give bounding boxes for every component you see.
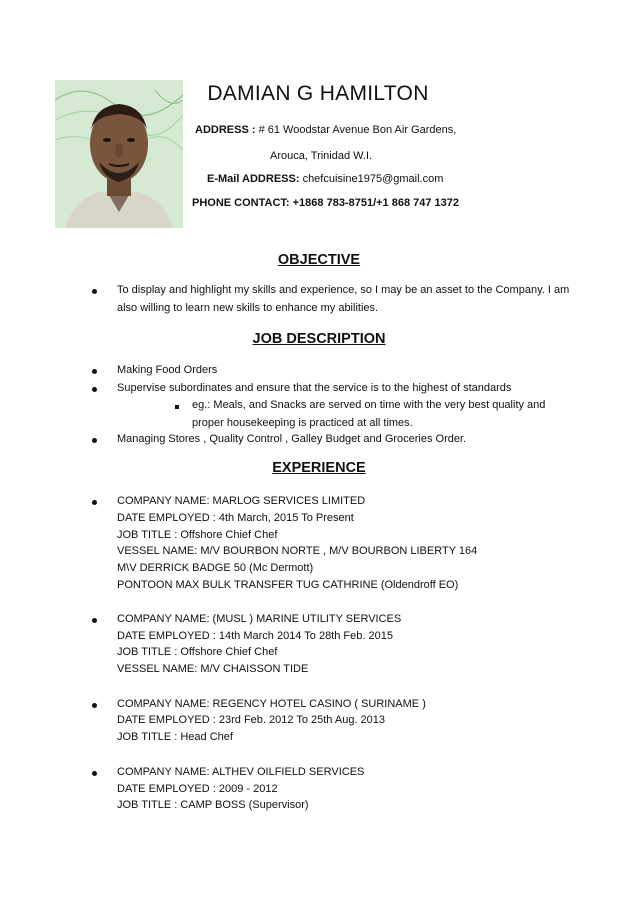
job-desc-sub-text-2: proper housekeeping is practiced at all times. [192, 417, 413, 429]
email-line [207, 173, 443, 185]
job2-vessel: VESSEL NAME: M/V CHAISSON TIDE [117, 663, 309, 675]
job-desc-bullet-1 [92, 363, 97, 379]
candidate-name: DAMIAN G HAMILTON [207, 82, 429, 105]
job3-title: JOB TITLE : Head Chef [117, 731, 233, 743]
job2-date: DATE EMPLOYED : 14th March 2014 To 28th Feb. 2015 [117, 630, 393, 642]
profile-photo [55, 80, 183, 228]
portrait-image [55, 80, 183, 228]
objective-bullet [92, 283, 97, 299]
experience-bullet-2 [92, 612, 97, 628]
job-desc-item-3: Managing Stores , Quality Control , Galley Budget and Groceries Order. [117, 433, 467, 445]
address-value-1: # 61 Woodstar Avenue Bon Air Gardens, [258, 124, 457, 136]
job1-title: JOB TITLE : Offshore Chief Chef [117, 529, 278, 541]
job1-vessel-2: M\V DERRICK BADGE 50 (Mc Dermott) [117, 562, 314, 574]
objective-text-1: To display and highlight my skills and experience, so I may be an asset to the Company. I am [117, 284, 570, 296]
objective-heading: OBJECTIVE [277, 252, 361, 268]
email-value: chefcuisine1975@gmail.com [302, 173, 444, 185]
email-label: E-Mail ADDRESS: [207, 173, 300, 185]
job-desc-sub-bullet [175, 398, 179, 414]
job1-vessel-3: PONTOON MAX BULK TRANSFER TUG CATHRINE (Oldendroff EO) [117, 579, 459, 591]
job4-company: COMPANY NAME: ALTHEV OILFIELD SERVICES [117, 766, 365, 778]
job-desc-bullet-2 [92, 381, 97, 397]
job-desc-item-2: Supervise subordinates and ensure that the service is to the highest of standards [117, 382, 512, 394]
job1-date: DATE EMPLOYED : 4th March, 2015 To Present [117, 512, 354, 524]
job4-date: DATE EMPLOYED : 2009 - 2012 [117, 783, 278, 795]
job-description-heading: JOB DESCRIPTION [252, 331, 386, 347]
job-desc-sub-text-1: eg.: Meals, and Snacks are served on time with the very best quality and [192, 399, 546, 411]
job2-company: COMPANY NAME: (MUSL ) MARINE UTILITY SERVICES [117, 613, 402, 625]
phone-line: PHONE CONTACT: +1868 783-8751/+1 868 747 1372 [192, 197, 460, 209]
experience-bullet-4 [92, 765, 97, 781]
job2-title: JOB TITLE : Offshore Chief Chef [117, 646, 278, 658]
address-line-1 [195, 124, 456, 136]
job4-title: JOB TITLE : CAMP BOSS (Supervisor) [117, 799, 309, 811]
address-label: ADDRESS : [195, 124, 256, 136]
job3-date: DATE EMPLOYED : 23rd Feb. 2012 To 25th Aug. 2013 [117, 714, 386, 726]
job3-company: COMPANY NAME: REGENCY HOTEL CASINO ( SURINAME ) [117, 698, 426, 710]
address-line-2: Arouca, Trinidad W.I. [270, 150, 373, 162]
job1-vessel: VESSEL NAME: M/V BOURBON NORTE , M/V BOURBON LIBERTY 164 [117, 545, 478, 557]
job1-company: COMPANY NAME: MARLOG SERVICES LIMITED [117, 495, 366, 507]
experience-heading: EXPERIENCE [272, 460, 366, 476]
job-desc-bullet-3 [92, 432, 97, 448]
objective-text-2: also willing to learn new skills to enhance my abilities. [117, 302, 379, 314]
experience-bullet-1 [92, 494, 97, 510]
experience-bullet-3 [92, 697, 97, 713]
job-desc-item-1: Making Food Orders [117, 364, 218, 376]
